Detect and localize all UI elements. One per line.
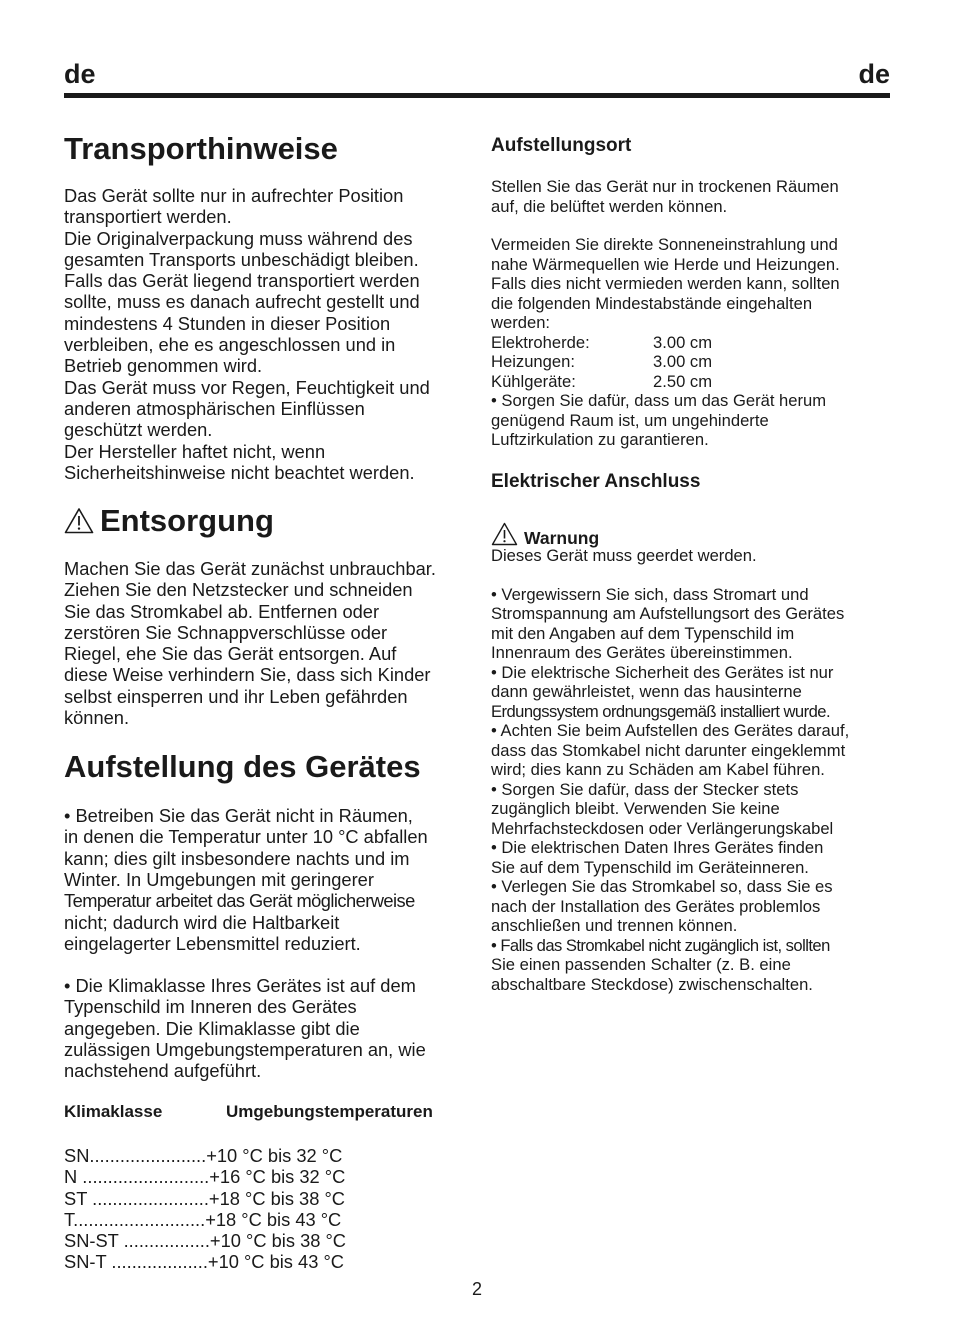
elektrisch-bullets-e: Sie einen passenden Schalter (z. B. eine abschaltbare Steckdose) zwischenschalten. [491,955,813,994]
elektrisch-bullets-b: Erdungssystem ordnungsgemäß installiert wurde. [491,701,831,721]
language-label-right: de [858,59,890,89]
distance-value: 3.00 cm [653,352,713,371]
distance-value: 2.50 cm [653,371,713,391]
distance-label: Kühlgeräte: [491,371,576,391]
distance-table [491,333,891,392]
aufstellung-para1c: nicht; dadurch wird die Haltbarkeit eingelagerter Lebensmittel reduziert. [64,911,361,954]
klima-row: ST .......................+18 °C bis 38 °C [64,1187,345,1209]
distance-label: Elektroherde: [491,332,590,352]
klima-row: SN.......................+10 °C bis 32 °C [64,1145,343,1166]
aufstellungsort-para1: Stellen Sie das Gerät nur in trockenen Räumen auf, die belüftet werden können. [491,177,839,216]
klima-row: SN-ST .................+10 °C bis 38 °C [64,1230,346,1252]
aufstellungsort-heading: Aufstellungsort [491,135,632,156]
distance-row [491,372,891,392]
aufstellungsort-para3: • Sorgen Sie dafür, dass um das Gerät herum genügend Raum ist, um ungehinderte Luftzirkulation zu garantieren. [491,391,827,449]
aufstellung-heading: Aufstellung des Gerätes [64,749,421,784]
klima-list [64,1145,346,1273]
warning-triangle-icon [64,506,94,542]
elektrisch-bullets-d: • Falls das Stromkabel nicht zugänglich ist, sollten [491,935,830,955]
warning-text: Dieses Gerät muss geerdet werden. [491,546,757,565]
aufstellung-para1a: • Betreiben Sie das Gerät nicht in Räumen, in denen die Temperatur unter 10 °C abfallen kann; dies gilt insbesondere nachts und im Winter. In Umgebungen mit geringerer [64,805,428,890]
warning-label: Warnung [524,528,600,548]
aufstellung-para1b: Temperatur arbeitet das Gerät möglicherweise [64,890,415,912]
elektrisch-heading: Elektrischer Anschluss [491,471,701,492]
klima-col-klasse: Klimaklasse [64,1102,163,1121]
distance-label: Heizungen: [491,352,575,371]
entsorgung-heading [64,503,274,542]
transport-heading: Transporthinweise [64,131,338,166]
distance-row [491,333,891,353]
klima-row: SN-T ...................+10 °C bis 43 °C [64,1251,344,1273]
page-number: 2 [471,1279,482,1299]
elektrisch-bullets-a: • Vergewissern Sie sich, dass Stromart und Stromspannung am Aufstellungsort des Gerätes mit den Angaben auf dem Typenschild im Innenraum des Gerätes übereinstimmen. • Die elektrische Sicherheit des Gerätes ist nur dann gewährleistet, wenn das hausinterne [491,584,845,701]
header-rule [64,93,890,98]
klima-row: N .........................+16 °C bis 32 °C [64,1166,346,1188]
distance-value: 3.00 cm [653,332,713,352]
aufstellungsort-para2: Vermeiden Sie direkte Sonneneinstrahlung und nahe Wärmequellen wie Herde und Heizungen. Falls dies nicht vermieden werden kann, sollten die folgenden Mindestabstände eingehalten werden: [491,235,840,332]
aufstellung-para2: • Die Klimaklasse Ihres Gerätes ist auf dem Typenschild im Inneren des Gerätes angegeben. Die Klimaklasse gibt die zulässigen Umgebungstemperaturen an, wie nachstehend aufgeführt. [64,975,426,1082]
klima-row: T..........................+18 °C bis 43 °C [64,1208,342,1230]
entsorgung-title: Entsorgung [100,503,274,538]
transport-text: Das Gerät sollte nur in aufrechter Position transportiert werden. Die Originalverpackung muss während des gesamten Transports unbeschädigt bleiben. Falls das Gerät liegend transportiert werden sollte, muss es danach aufrecht gestellt und mindestens 4 Stunden in dieser Position verbleiben, ehe es angeschlossen und in Betrieb genommen wird. Das Gerät muss vor Regen, Feuchtigkeit und anderen atmosphärischen Einflüssen geschützt werden. Der Hersteller haftet nicht, wenn Sicherheitshinweise nicht beachtet werden. [64,185,430,483]
elektrisch-bullets-c: • Achten Sie beim Aufstellen des Gerätes darauf, dass das Stomkabel nicht darunter eingeklemmt wird; dies kann zu Schäden am Kabel führen. • Sorgen Sie dafür, dass der Stecker stets zugänglich bleibt. Verwenden Sie keine Mehrfachsteckdosen oder Verlängerungskabel • Die elektrischen Daten Ihres Gerätes finden Sie auf dem Typenschild im Geräteinneren. • Verlegen Sie das Stromkabel so, dass Sie es nach der Installation des Gerätes problemlos anschließen und trennen können. [491,721,850,935]
distance-row [491,352,891,372]
klima-col-temperatur: Umgebungstemperaturen [226,1102,433,1121]
language-label-left: de [64,59,96,89]
entsorgung-text: Machen Sie das Gerät zunächst unbrauchbar. Ziehen Sie den Netzstecker und schneiden Sie das Stromkabel ab. Entfernen oder zerstören Sie Schnappverschlüsse oder Riegel, ehe Sie das Gerät entsorgen. Auf diese Weise verhindern Sie, dass sich Kinder selbst einsperren und ihr Leben gefährden können. [64,558,436,729]
